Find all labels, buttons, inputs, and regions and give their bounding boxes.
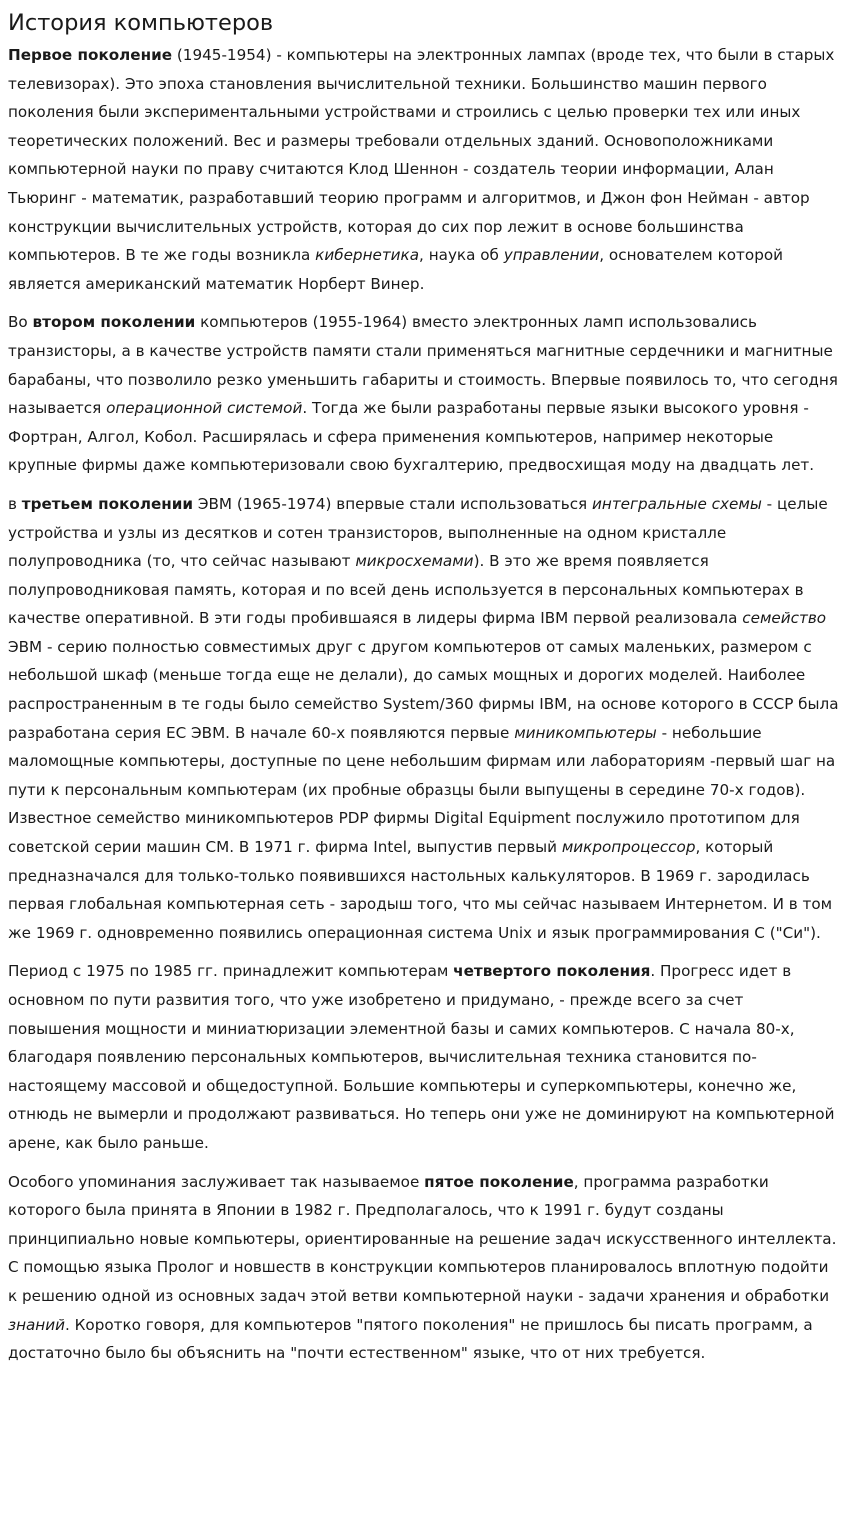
text-run: , основателем которой является американский математик Норберт Винер.: [8, 246, 783, 293]
text-run: . Коротко говоря, для компьютеров "пятого поколения" не пришлось бы писать программ, а достаточно было бы объяснить на "почти естественном" языке, что от них требуется.: [8, 1315, 813, 1363]
text-run: ЭВМ - серию полностью совместимых друг с другом компьютеров от самых маленьких, размером с небольшой шкаф (меньше тогда еще не делали), до самых мощных и дорогих моделей. Наиболее распространенным в те годы было семейство System/360 фирмы IBM, на основе которого в СССР была разработана серия ЕС ЭВМ. В начале 60-х появляются первые: [8, 637, 839, 742]
text-run: , программа разработки которого была принята в Японии в 1982 г. Предполагалось, что к 1991 г. будут созданы принципиально новые компьютеры, ориентированные на решение задач искусственного интеллекта. С помощью языка Пролог и новшеств в конструкции компьютеров планировалось вплотную подойти к решению одной из основных задач этой ветви компьютерной науки - задачи хранения и обработки: [8, 1172, 837, 1305]
text-run: ). В это же время появляется полупроводниковая память, которая и по всей день используется в персональных компьютерах в качестве оперативной. В эти годы пробившаяся в лидеры фирма IBM первой реализовала: [8, 552, 804, 628]
paragraph-5: [8, 1168, 839, 1368]
text-run: компьютеров (1955-1964) вместо электронных ламп использовались транзисторы, а в качестве устройств памяти стали применяться магнитные сердечники и магнитные барабаны, что позволило резко уменьшить габариты и стоимость. Впервые появилось то, что сегодня называется: [8, 313, 838, 418]
text-run: . Тогда же были разработаны первые языки высокого уровня - Фортран, Алгол, Кобол. Расширялась и сфера применения компьютеров, например некоторые крупные фирмы даже компьютеризовали свою бухгалтерию, предвосхищая моду на двадцать лет.: [8, 399, 815, 475]
bold-term: пятое поколение: [424, 1172, 574, 1191]
bold-term: третьем поколении: [21, 494, 194, 513]
italic-term: кибернетика: [315, 246, 420, 265]
page-title: История компьютеров: [8, 10, 274, 36]
paragraph-4: [8, 957, 839, 1157]
italic-term: микросхемами: [355, 552, 474, 571]
text-run: Во: [8, 313, 33, 332]
text-run: - целые устройства и узлы из десятков и сотен транзисторов, выполненные на одном кристалле полупроводника (то, что сейчас называют: [8, 494, 828, 571]
italic-term: управлении: [503, 246, 600, 265]
bold-term: четвертого поколения: [453, 962, 651, 981]
text-run: Особого упоминания заслуживает так называемое: [8, 1172, 425, 1191]
bold-term: Первое поколение: [8, 46, 173, 64]
text-run: . Прогресс идет в основном по пути развития того, что уже изобретено и придумано, - прежде всего за счет повышения мощности и миниатюризации элементной базы и самих компьютеров. С начала 80-х, благодаря появлению персональных компьютеров, вычислительная техника становится по-настоящему массовой и общедоступной. Большие компьютеры и суперкомпьютеры, конечно же, отнюдь не вымерли и продолжают развиваться. Но теперь они уже не доминируют на компьютерной арене, как было раньше.: [8, 962, 835, 1152]
italic-term: знаний: [8, 1315, 65, 1334]
italic-term: микропроцессор: [561, 838, 696, 857]
italic-term: операционной системой: [106, 399, 303, 418]
article-body: [8, 41, 839, 1368]
paragraph-2: [8, 308, 839, 480]
text-run: , наука об: [419, 246, 504, 265]
italic-term: интегральные схемы: [592, 494, 762, 513]
text-run: Период с 1975 по 1985 гг. принадлежит компьютерам: [8, 962, 454, 981]
paragraph-3: [8, 490, 839, 948]
bold-term: втором поколении: [32, 313, 196, 332]
italic-term: миникомпьютеры: [514, 723, 657, 742]
text-run: ЭВМ (1965-1974) впервые стали использоваться: [193, 494, 593, 513]
paragraph-1: [8, 41, 839, 298]
text-run: - небольшие маломощные компьютеры, доступные по цене небольшим фирмам или лабораториям -первый шаг на пути к персональным компьютерам (их пробные образцы были выпущены в середине 70-х годов). Известное семейство миникомпьютеров PDP фирмы Digital Equipment послужило прототипом для советской серии машин СМ. В 1971 г. фирма Intel, выпустив первый: [8, 723, 836, 857]
text-run: (1945-1954) - компьютеры на электронных лампах (вроде тех, что были в старых телевизорах). Это эпоха становления вычислительной техники. Большинство машин первого поколения были экспериментальными устройствами и строились с целью проверки тех или иных теоретических положений. Вес и размеры требовали отдельных зданий. Основоположниками компьютерной науки по праву считаются Клод Шеннон - создатель теории информации, Алан Тьюринг - математик, разработавший теорию программ и алгоритмов, и Джон фон Нейман - автор конструкции вычислительных устройств, которая до сих пор лежит в основе большинства компьютеров. В те же годы возникла: [8, 46, 835, 265]
italic-term: семейство: [742, 609, 827, 628]
text-run: , который предназначался для только-только появившихся настольных калькуляторов. В 1969 г. зародилась первая глобальная компьютерная сеть - зародыш того, что мы сейчас называем Интернетом. И в том же 1969 г. одновременно появились операционная система Unix и язык программирования С ("Си").: [8, 838, 833, 942]
text-run: в: [8, 494, 22, 513]
